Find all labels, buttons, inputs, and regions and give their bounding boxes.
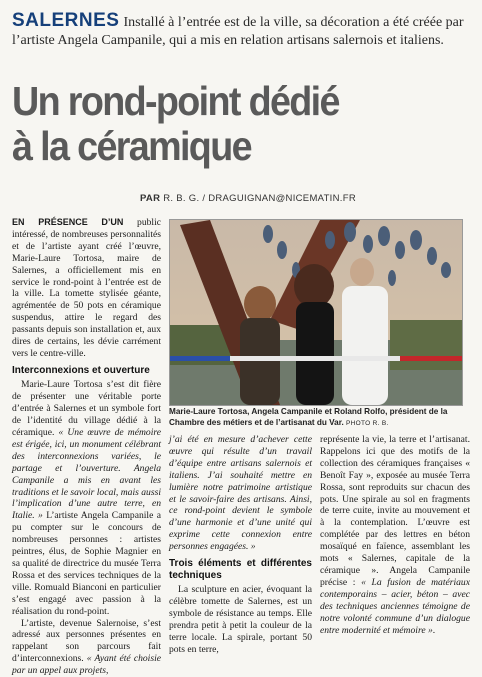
- byline-par: PAR: [140, 193, 160, 204]
- paragraph: [169, 434, 312, 553]
- article-headline: [12, 79, 435, 169]
- headline-line-2: à la céramique: [12, 124, 435, 169]
- lead-in: EN PRÉSENCE D’UN: [12, 217, 123, 227]
- photo-caption: [169, 407, 469, 429]
- byline-author: R. B. G. / DRAGUIGNAN@NICEMATIN.FR: [163, 193, 356, 204]
- intro-text: Installé à l’entrée est de la ville, sa décoration a été créée par l’artiste Angela Campanile, qui a mis en relation artisans salernois et italiens.: [12, 15, 464, 48]
- article-column-1: [12, 217, 161, 677]
- intro-paragraph: [12, 12, 472, 49]
- paragraph: [320, 434, 470, 636]
- photo-illustration: [170, 220, 462, 405]
- paragraph-text: représente la vie, la terre et l’artisanat. Rappelons ici que des motifs de la collection des céramiques françaises « Benoît Fay », exposée au musée Terra Rossa, sont reproduits sur chacun des pots. Une spirale au sol en fragments de terre cuite, invite au mouvement et à la contemplation. L’œuvre est complétée par des lettres en béton mosaïqué en faïence, assemblant les mots « Salernes, capitale de la céramique ». Angela Campanile précise :: [320, 434, 470, 588]
- headline-line-1: Un rond-point dédié: [12, 79, 435, 124]
- paragraph-text: public intéressé, de nombreuses personnalités et de l’artiste ayant créé l’œuvre, Marie-Laure Tortosa, maire de Salernes, a officiellement mis en service le rond-point à l’entrée est de la ville. La tomette stylisée géante, agrémentée de 50 pots en céramique suspendus, attire le regard des passants depuis son installation et, aux dires de certains, les dévie carrément vers le centre-ville.: [12, 217, 161, 359]
- quote: « Une œuvre de mémoire est érigée, ici, un monument célébrant des interconnexions variées, le partage et l’ouverture. Angela Campanile a mis en avant les traditions et le savoir local, mais aussi l’implication d’une autre terre, en Italie. »: [12, 427, 161, 521]
- article-photo: [169, 219, 463, 406]
- article-column-2: [169, 434, 312, 656]
- paragraph: [12, 217, 161, 360]
- article-intro: [12, 12, 472, 49]
- paragraph-text: .: [433, 625, 435, 636]
- caption-text: Marie-Laure Tortosa, Angela Campanile et Roland Rolfo, président de la Chambre des métiers et de l’artisanat du Var.: [169, 407, 447, 427]
- location-tag: SALERNES: [12, 10, 119, 31]
- subheading: Interconnexions et ouverture: [12, 365, 161, 377]
- quote: j’ai été en mesure d’achever cette œuvre qui résulte d’un travail d’équipe entre artisans salernois et italiens. J’ai souhaité mettre en lumière notre patrimoine artistique et le savoir-faire des artisans. Ainsi, ce rond-point devient le symbole d’une harmonie et d’une unité qui exprime cette connexion entre personnes engagées. »: [169, 434, 312, 552]
- paragraph-text: L’artiste, devenue Salernoise, s’est adressé aux personnes présentes en rappelant son parcours fait d’interconnexions.: [12, 618, 161, 665]
- paragraph: [12, 379, 161, 617]
- paragraph: [12, 618, 161, 677]
- photo-credit: PHOTO R. B.: [346, 420, 389, 427]
- paragraph-text: Marie-Laure Tortosa s’est dit fière de présenter une véritable porte d’entrée à Salernes et un symbole fort de l’identité du village dédié à la céramique.: [12, 379, 161, 438]
- quote: « La fusion de matériaux contemporains – acier, béton – avec des techniques anciennes témoigne de notre volonté commune d’un dialogue entre modernité et mémoire »: [320, 577, 470, 636]
- quote: « Ayant été choisie par un appel aux projets,: [12, 653, 161, 676]
- paragraph: La sculpture en acier, évoquant la célèbre tomette de Salernes, est un symbole de résistance au temps. Elle prendra petit à petit la couleur de la terre locale. La spirale, portant 50 pots en terre,: [169, 584, 312, 655]
- article-column-3: [320, 434, 470, 636]
- paragraph-text: L’artiste Angela Campanile a pu compter sur le concours de nombreuses personnes : artistes peintres, élus, de Sophie Magnier en sa qualité de directrice du musée Terra Rossa et des services techniques de la ville. Romuald Bianconi en particulier s’est engagé avec passion à la réalisation du rond-point.: [12, 510, 161, 616]
- subheading: Trois éléments et différentes techniques: [169, 558, 312, 581]
- byline: [140, 193, 356, 204]
